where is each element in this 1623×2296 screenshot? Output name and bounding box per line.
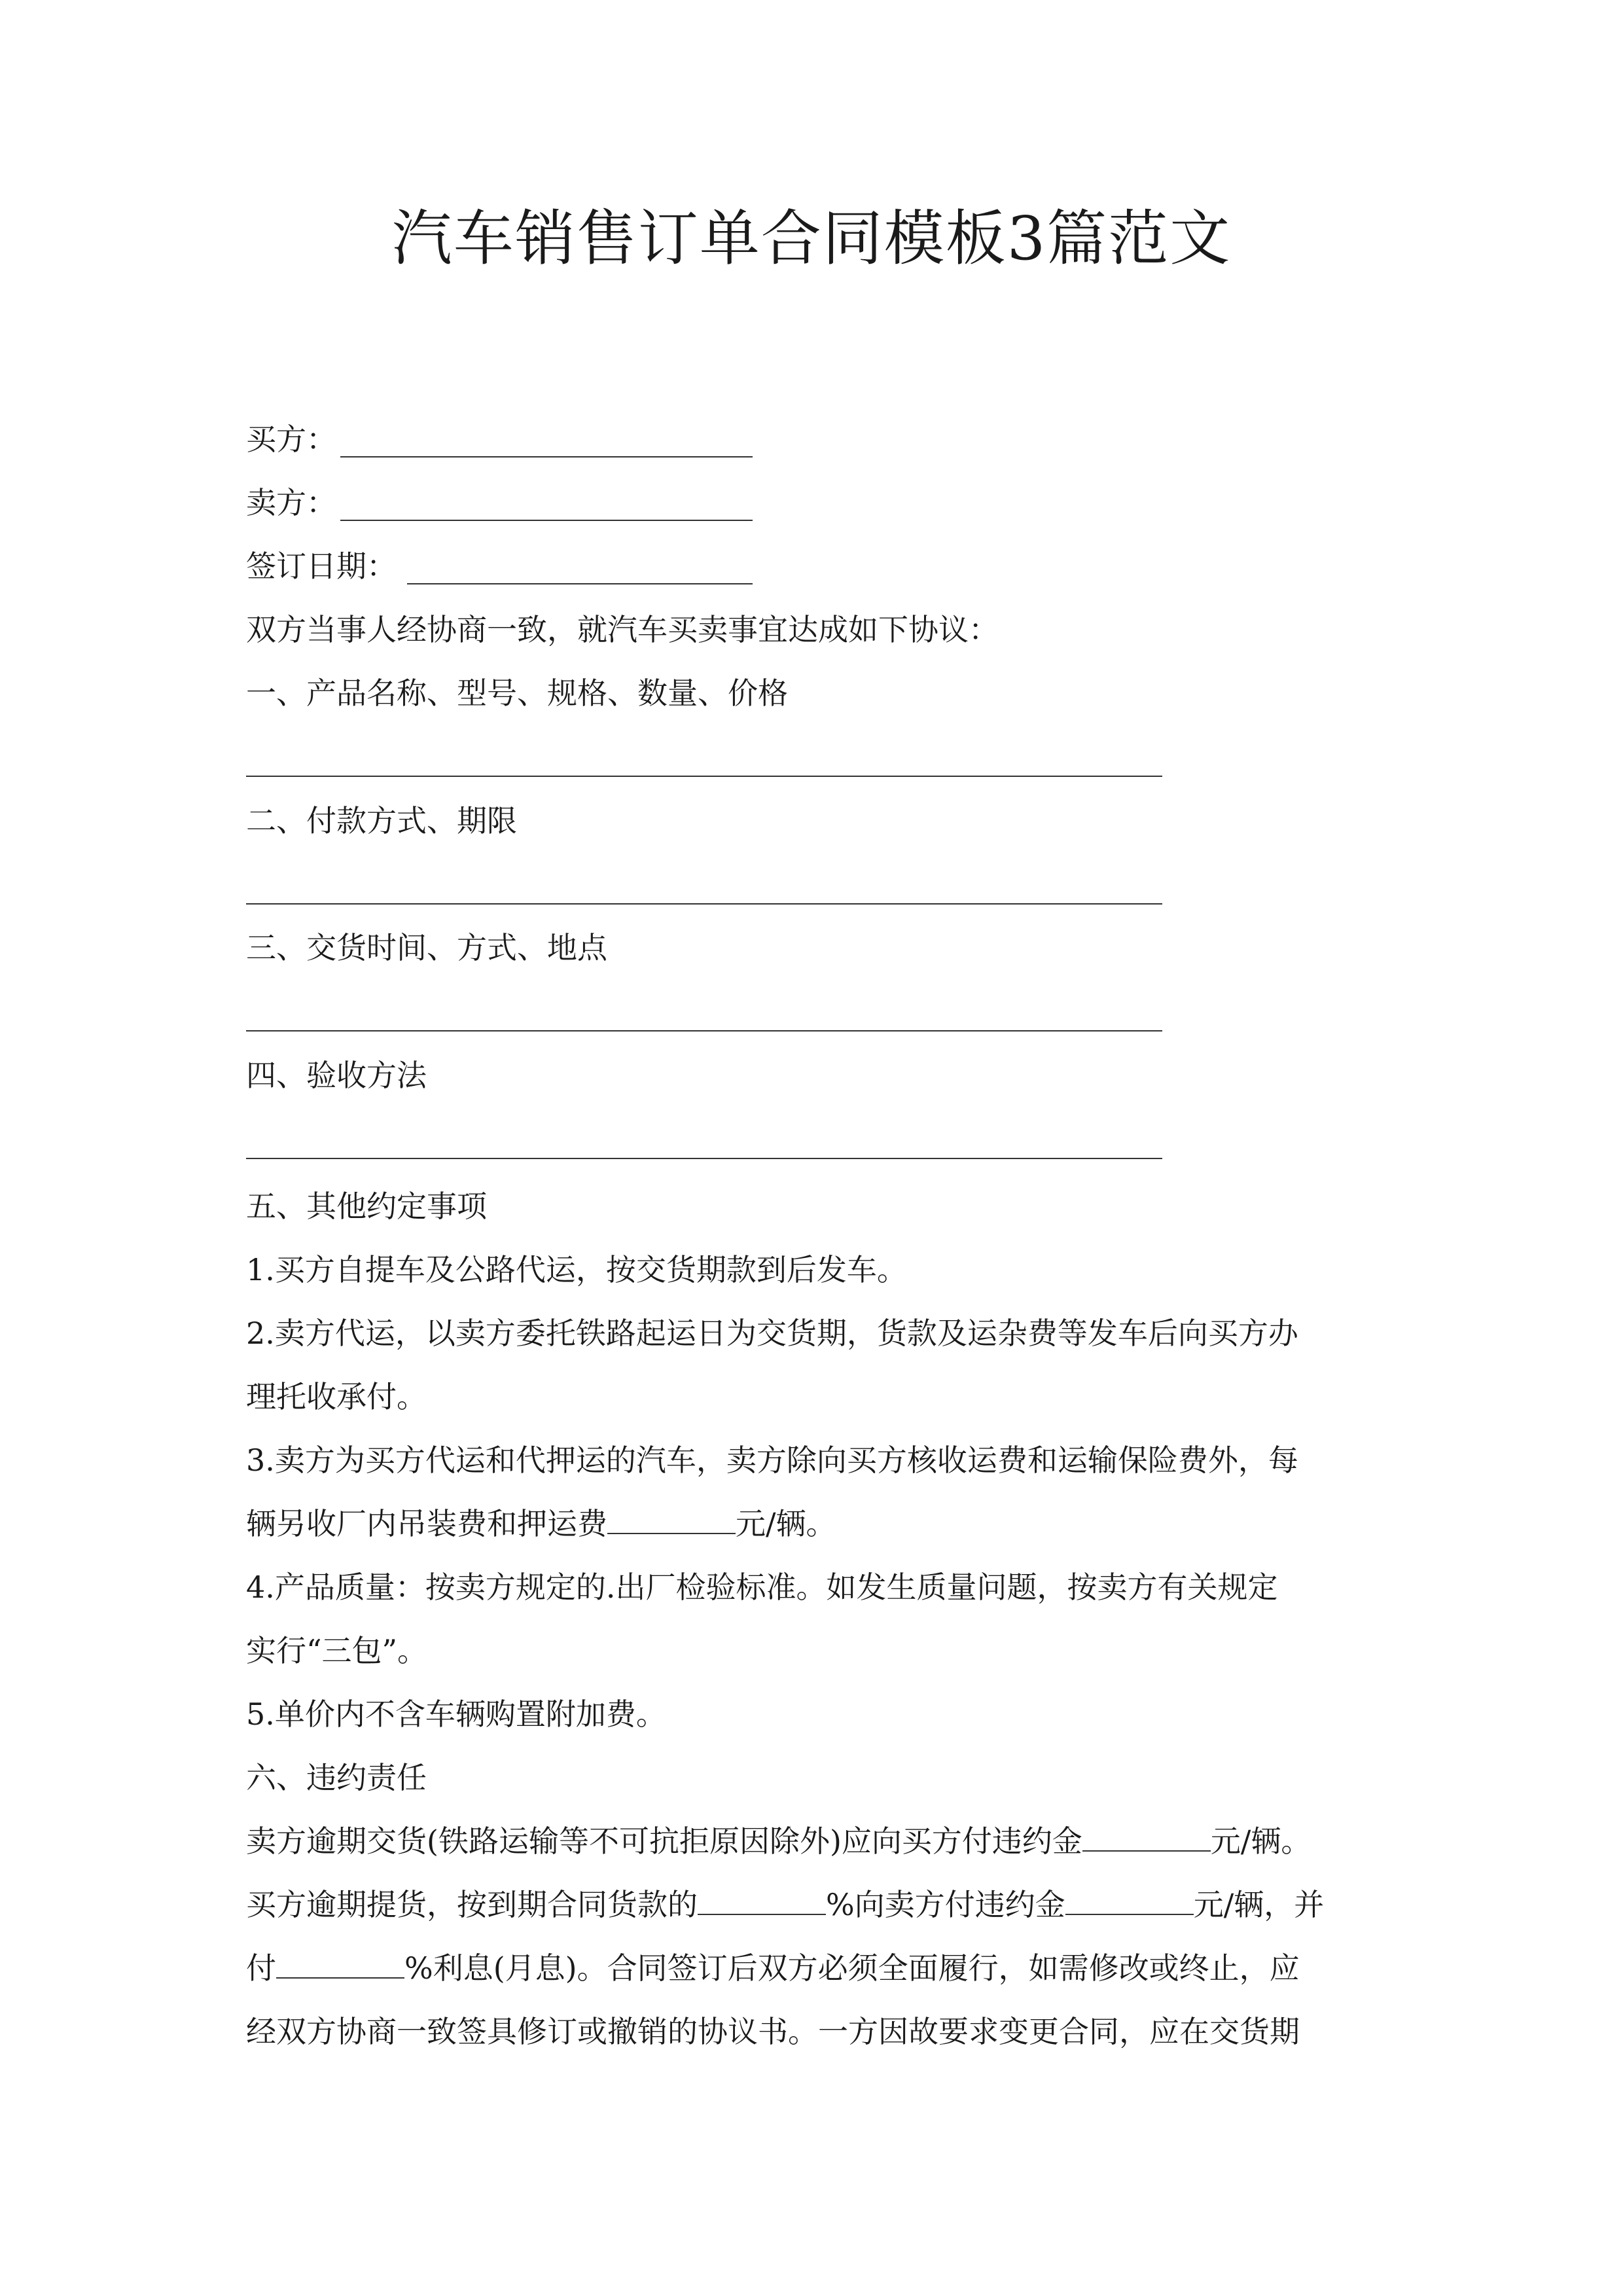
liability-line-3 [246,1937,1385,2000]
buyer-label: 买方： [246,422,336,457]
liability-2-text-c: 元/辆，并 [1193,1887,1325,1922]
liability-2-text-b: %向卖方付违约金 [826,1887,1065,1922]
buyer-blank-line [340,456,753,457]
seller-label: 卖方： [246,485,336,520]
item-4-line-1: 4.产品质量：按卖方规定的.出厂检验标准。如发生质量问题，按卖方有关规定 [246,1570,1278,1605]
section-4-blank-line [246,1158,1162,1159]
liability-line-1 [246,1810,1385,1873]
item-3-text-b: 元/辆。 [736,1506,836,1541]
percent-blank-1 [698,1888,826,1915]
section-heading-6: 六、违约责任 [246,1760,427,1795]
page-title: 汽车销售订单合同模板3篇范文 [391,204,1232,274]
seller-blank-line [340,520,753,521]
item-4-line-2: 实行“三包”。 [246,1633,428,1668]
section-heading-2: 二、付款方式、期限 [246,803,517,838]
liability-line-4: 经双方协商一致签具修订或撤销的协议书。一方因故要求变更合同，应在交货期 [246,2014,1300,2049]
section-heading-4: 四、验收方法 [246,1058,427,1093]
section-heading-5: 五、其他约定事项 [246,1189,487,1224]
penalty-blank-2 [1065,1888,1194,1915]
penalty-blank-1 [1082,1824,1211,1852]
liability-2-text-a: 买方逾期提货，按到期合同货款的 [246,1887,698,1922]
item-2-line-2: 理托收承付。 [246,1379,427,1414]
liability-3-text-a: 付 [246,1950,276,1986]
section-2-blank-line [246,903,1162,905]
interest-blank [276,1951,404,1979]
section-heading-3: 三、交货时间、方式、地点 [246,930,607,965]
item-2-line-1: 2.卖方代运，以卖方委托铁路起运日为交货期，货款及运杂费等发车后向买方办 [246,1316,1298,1351]
liability-3-text-b: %利息(月息)。合同签订后双方必须全面履行，如需修改或终止，应 [404,1950,1300,1986]
item-3-line-1: 3.卖方为买方代运和代押运的汽车，卖方除向买方核收运费和运输保险费外，每 [246,1443,1298,1478]
item-3-line-2 [246,1492,1385,1556]
section-heading-1: 一、产品名称、型号、规格、数量、价格 [246,675,788,711]
liability-1-text-b: 元/辆。 [1210,1823,1311,1859]
section-3-blank-line [246,1030,1162,1031]
item-1: 1.买方自提车及公路代运，按交货期款到后发车。 [246,1252,907,1287]
sign-date-label: 签订日期： [246,548,397,584]
intro-paragraph: 双方当事人经协商一致，就汽车买卖事宜达成如下协议： [246,612,999,647]
liability-line-2 [246,1873,1385,1937]
liability-1-text-a: 卖方逾期交货(铁路运输等不可抗拒原因除外)应向买方付违约金 [246,1823,1082,1859]
section-1-blank-line [246,776,1162,777]
item-5: 5.单价内不含车辆购置附加费。 [246,1696,666,1732]
fee-blank [607,1507,736,1534]
sign-date-blank-line [407,583,753,584]
item-3-text-a: 辆另收厂内吊装费和押运费 [246,1506,607,1541]
